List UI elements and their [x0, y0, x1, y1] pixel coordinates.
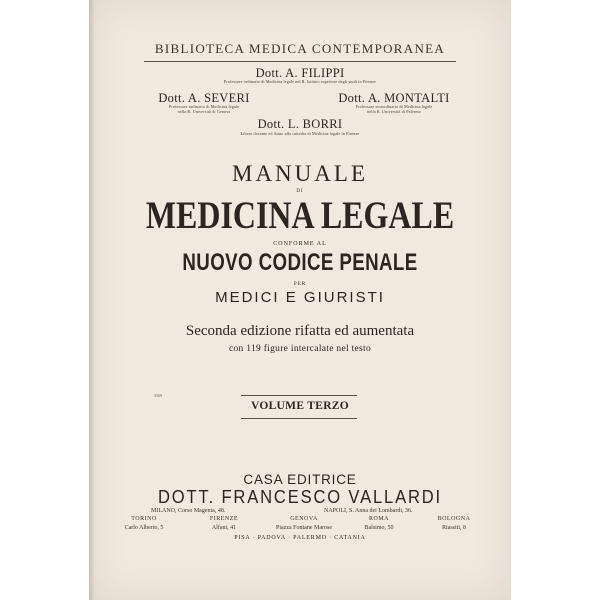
- title-page: [89, 0, 511, 600]
- address-milano: MILANO, Corso Magenta, 48.: [151, 508, 226, 514]
- title-conforme: CONFORME AL: [273, 241, 327, 247]
- street-firenze: Alfani, 41: [211, 525, 237, 531]
- street-torino: Carlo Alberto, 5: [124, 525, 164, 531]
- top-rule: [144, 61, 456, 62]
- volume-rule-top: [241, 395, 357, 396]
- title-medici: MEDICI E GIURISTI: [215, 289, 385, 306]
- edition-line: Seconda edizione rifatta ed aumentata: [185, 323, 415, 339]
- title-per: PER: [293, 282, 307, 287]
- author-montalti: Dott. A. MONTALTI: [338, 91, 450, 105]
- volume-label: VOLUME TERZO: [250, 400, 350, 412]
- author-montalti-desc-1: Professore straordinario di Medicina legale: [355, 104, 433, 109]
- title-codice: NUOVO CODICE PENALE: [182, 249, 418, 276]
- title-main: MEDICINA LEGALE: [145, 194, 455, 237]
- figures-line: con 119 figure intercalate nel testo: [228, 344, 372, 354]
- title-manuale: MANUALE: [232, 161, 368, 186]
- street-bologna: Riassiti, 8: [441, 525, 466, 531]
- author-severi-desc-2: nella R. Università di Genova: [177, 109, 231, 114]
- margin-mark: 3369: [154, 393, 162, 398]
- city-roma: ROMA: [368, 516, 389, 522]
- title-di: DI: [296, 189, 304, 194]
- author-severi: Dott. A. SEVERI: [158, 91, 250, 105]
- city-genova: GENOVA: [290, 516, 318, 522]
- city-firenze: FIRENZE: [209, 516, 239, 522]
- author-borri: Dott. L. BORRI: [257, 117, 343, 131]
- city-bologna: BOLOGNA: [437, 516, 471, 522]
- author-montalti-desc-2: nella R. Università di Palermo: [367, 109, 421, 114]
- publisher-name: DOTT. FRANCESCO VALLARDI: [157, 487, 443, 507]
- author-filippi: Dott. A. FILIPPI: [255, 66, 345, 80]
- series-title: BIBLIOTECA MEDICA CONTEMPORANEA: [154, 41, 446, 56]
- author-borri-desc: Libero docente ed Aiuto alla cattedra di Medicina legale in Firenze: [240, 131, 360, 136]
- publisher-footer: PISA · PADOVA · PALERMO · CATANIA: [234, 535, 366, 541]
- volume-rule-bottom: [241, 418, 357, 419]
- city-torino: TORINO: [131, 516, 157, 522]
- author-filippi-desc: Professore ordinario di Medicina legale nel R. Istituto superiore degli studi in Firenze: [223, 79, 377, 84]
- street-roma: Balsimo, 50: [364, 525, 394, 531]
- publisher-casa: CASA EDITRICE: [243, 472, 357, 487]
- address-napoli: NAPOLI, S. Anna dei Lombardi, 36.: [324, 508, 413, 514]
- author-severi-desc-1: Professore ordinario di Medicina legale: [168, 104, 240, 109]
- street-genova: Piazza Fontane Marose: [276, 525, 332, 531]
